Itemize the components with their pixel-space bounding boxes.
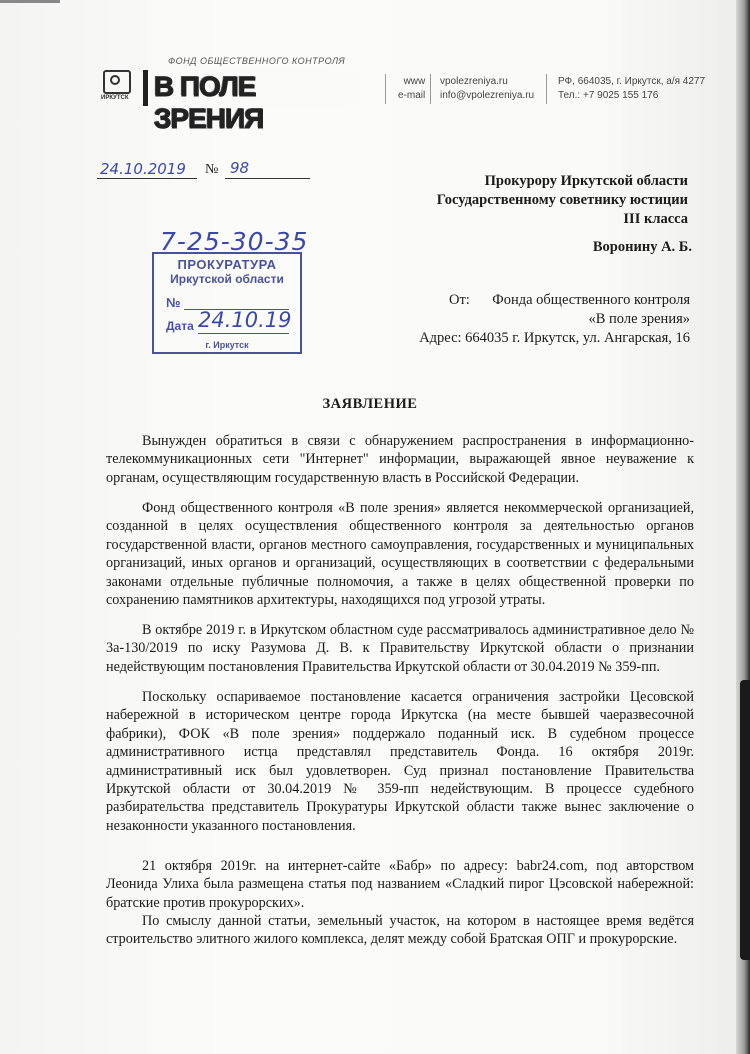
- paragraph: По смыслу данной статьи, земельный участок, на котором в настоящее время ведётся строительство элитного жилого комплекса, делят между собой Братская ОПГ и прокурорские.: [106, 913, 694, 948]
- number-underline: [225, 178, 310, 179]
- paragraph: Поскольку оспариваемое постановление касается ограничения застройки Цесовской набережной в историческом центре города Иркутска (на месте бывшей чаеразвесочной фабрики), ФОК «В поле зрения» поддержало поданный иск. В судебном процессе административного истца представлял представитель Фонда. 16 октября 2019г. административный иск был удовлетворен. Суд признал постановление Правительства Иркутской области от 30.04.2019 № 359-пп недействующим. В процессе судебного разбирательства представитель Прокуратуры Иркутской области также вынес заключение о незаконности указанного постановления.: [106, 689, 694, 834]
- fund-caption: ФОНД ОБЩЕСТВЕННОГО КОНТРОЛЯ: [168, 56, 346, 66]
- scan-artifact: [0, 0, 60, 3]
- paragraph: В октябре 2019 г. в Иркутском областном суде рассматривалось административное дело № 3а-130/2019 по иску Разумова Д. В. к Правительству Иркутской области о признании недействующим постановления Правительства Иркутской области от 30.04.2019 № 359-пп.: [106, 622, 694, 675]
- logo-city: ИРКУТСК: [101, 95, 129, 101]
- date-underline: [97, 178, 197, 179]
- paragraph: Вынужден обратиться в связи с обнаружением распространения в информационно-телекоммуникационных сети "Интернет" информации, выражающей явное неуважение к органам, осуществляющим государственную власть в Российской Федерации.: [106, 433, 694, 486]
- sender-line: Фонда общественного контроля: [492, 292, 690, 308]
- stamp-number-label: №: [166, 295, 181, 310]
- sender-line: «В поле зрения»: [588, 311, 690, 327]
- phone-number: Тел.: +7 9025 155 176: [558, 90, 659, 101]
- sender-address: Адрес: 664035 г. Иркутск, ул. Ангарская, 16: [419, 330, 690, 346]
- stamp-title: ПРОКУРАТУРА: [177, 257, 277, 272]
- paragraph: 21 октября 2019г. на интернет-сайте «Бабр» по адресу: babr24.com, под авторством Леонида Улиха была размещена статья под названием «Сладкий пирог Цэсовской набережной: братские против прокурорских».: [106, 858, 694, 911]
- sender-org: [419, 291, 690, 348]
- addressee-line: Государственному советнику юстиции: [436, 192, 688, 208]
- camera-logo-icon: [103, 70, 129, 106]
- document-title: ЗАЯВЛЕНИЕ: [322, 396, 418, 412]
- stamp-line: [198, 333, 289, 334]
- outgoing-date: 24.10.2019: [100, 160, 186, 178]
- website-text: vpolezreniya.ru: [440, 76, 508, 87]
- www-label: www: [403, 76, 426, 87]
- contact-labels: [398, 75, 425, 103]
- scan-edge-artifact: [740, 680, 750, 960]
- registration-stamp: [152, 252, 302, 354]
- contact-values: [440, 75, 534, 103]
- addressee-name: Воронину А. Б.: [592, 239, 692, 255]
- paragraph: Фонд общественного контроля «В поле зрения» является некоммерческой организацией, созданной в целях осуществления общественного контроля за деятельностью органов государственной власти, органов местного самоуправления, государственных и муниципальных организаций, иных органов и организаций, осуществляющих в соответствии с федеральными законами отдельные публичные полномочия, а также в целях общественной проверки по сохранению памятников архитектуры, находящихся под угрозой утраты.: [106, 500, 694, 609]
- stamp-date-value: 24.10.19: [198, 308, 292, 332]
- addressee-block: [437, 172, 688, 229]
- email-label: e-mail: [398, 90, 426, 101]
- from-label: От:: [449, 292, 470, 308]
- addressee-line: III класса: [623, 211, 688, 227]
- handwritten-code: 7-25-30-35: [160, 227, 309, 256]
- header-divider: [546, 74, 547, 104]
- logo-text: В ПОЛЕ ЗРЕНИЯ: [154, 71, 264, 134]
- stamp-subtitle: Иркутской области: [170, 272, 284, 286]
- addressee-line: Прокурору Иркутской области: [484, 173, 688, 189]
- postal-address: РФ, 664035, г. Иркутск, а/я 4277: [558, 76, 706, 87]
- stamp-city: г. Иркутск: [205, 340, 249, 350]
- stamp-date-label: Дата: [166, 319, 194, 333]
- email-text: info@vpolezreniya.ru: [440, 90, 535, 101]
- header-divider: [430, 74, 431, 104]
- number-sign: №: [205, 162, 219, 177]
- logo-wordmark: [143, 70, 363, 134]
- postal-block: [558, 75, 705, 103]
- outgoing-number: 98: [230, 159, 250, 177]
- header-divider: [385, 74, 386, 104]
